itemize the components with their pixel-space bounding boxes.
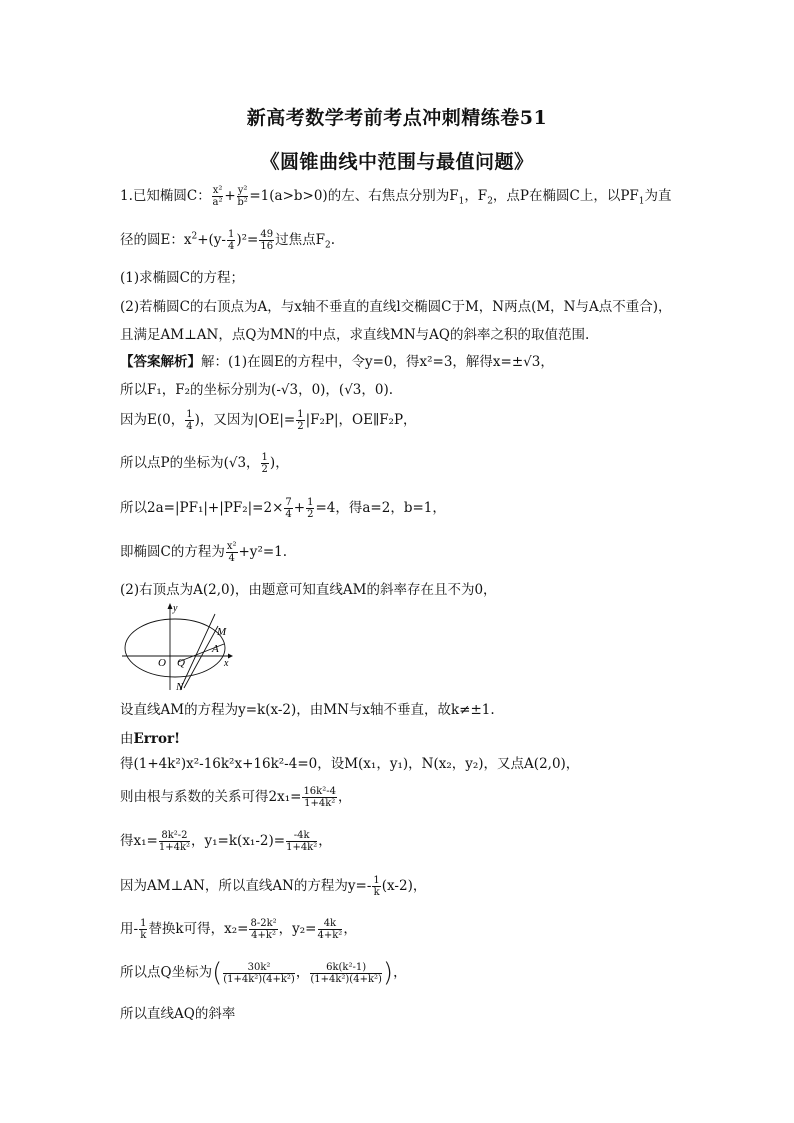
label-n: N (176, 681, 184, 693)
y-axis-arrow (168, 603, 173, 609)
solution-line-15: 所以点Q坐标为( $\frac{\text{30k²}}{\text{(1+4k²)(4+k²)}}$ ， $\frac{\text{6k(k²-1)}}{\text{(1+4k²)(4+k²)}}$ )， (120, 958, 407, 988)
fraction-y2-b2: $\frac{\text{y²}}{\text{b²}}$ (237, 185, 248, 208)
ellipse-figure (118, 600, 243, 695)
label-a: A (212, 643, 219, 655)
solution-line-2: 所以F₁，F₂的坐标分别为(-√3，0)，(√3，0). (120, 382, 394, 398)
solution-line-14: 用- $\frac{1}{k}$ 替换k可得，x₂= $\frac{\text{8-2k²}}{\text{4+k²}}$ ，y₂= $\frac{4k}{\text{4+k²}}$ ， (120, 918, 357, 941)
label-y: y (173, 603, 178, 614)
solution-line-11: 则由根与系数的关系可得2x₁= $\frac{\text{16k²-4}}{\text{1+4k²}}$ ， (120, 786, 352, 809)
x-axis-arrow (228, 654, 233, 659)
solution-line-5: 所以2a=|PF₁|+|PF₂|=2× $\frac{7}{4}$ + $\frac{1}{2}$ =4，得a=2，b=1， (120, 497, 446, 520)
solution-line-13: 因为AM⊥AN，所以直线AN的方程为y=- $\frac{1}{k}$ (x-2)， (120, 875, 427, 898)
solution-line-8: 设直线AM的方程为y=k(x-2)，由MN与x轴不垂直，故k≠±1. (120, 702, 495, 718)
solution-line-4: 所以点P的坐标为(√3， $\frac{1}{2}$ )， (120, 452, 289, 475)
solution-line-3: 因为E(0， $\frac{1}{4}$ )，又因为|OE|= $\frac{1}{2}$ |F₂P|，OE∥F₂P， (120, 409, 417, 432)
label-o: O (158, 657, 166, 669)
question-2-line-1: (2)若椭圆C的右顶点为A，与x轴不垂直的直线l交椭圆C于M，N两点(M，N与A点不重合)， (120, 299, 672, 315)
fraction-1-4: $\frac{1}{4}$ (227, 229, 235, 252)
label-m: M (217, 626, 227, 638)
solution-line-1: 【答案解析】解：(1)在圆E的方程中，令y=0，得x²=3，解得x=±√3， (120, 354, 554, 370)
solution-line-16: 所以直线AQ的斜率 (120, 1006, 236, 1022)
answer-label: 【答案解析】 (120, 354, 201, 370)
fraction-x2-a2: $\frac{\text{x²}}{\text{a²}}$ (212, 185, 223, 208)
solution-line-9: 由Error! (120, 731, 181, 747)
solution-line-6: 即椭圆C的方程为 $\frac{\text{x²}}{4}$ +y²=1. (120, 541, 288, 564)
line-mn (184, 626, 218, 688)
page-subtitle: 《圆锥曲线中范围与最值问题》 (260, 151, 534, 173)
line-am (180, 614, 215, 690)
error-marker: Error! (133, 731, 181, 747)
problem-line-1: 1.已知椭圆C： $\frac{\text{x²}}{\text{a²}}$ + $\frac{\text{y²}}{\text{b²}}$ =1(a>b>0)的左、右焦点分别为$F_1$，$F_2$，点P在椭圆C上，以$PF_1$为直 (120, 185, 672, 208)
label-x: x (224, 658, 229, 669)
fraction-49-16: $\frac{49}{16}$ (260, 229, 274, 252)
solution-line-7: (2)右顶点为A(2,0)，由题意可知直线AM的斜率存在且不为0， (120, 582, 497, 598)
ellipse-c (125, 619, 225, 677)
question-1: (1)求椭圆C的方程； (120, 270, 244, 286)
label-q: Q (177, 657, 185, 669)
solution-line-10: 得(1+4k²)x²-16k²x+16k²-4=0，设M(x₁，y₁)，N(x₂，y₂)，又点A(2,0)， (120, 756, 580, 772)
solution-line-12: 得x₁= $\frac{\text{8k²-2}}{\text{1+4k²}}$ ，y₁=k(x₁-2)= $\frac{-4k}{\text{1+4k²}}$ ， (120, 830, 332, 853)
problem-line-2: 径的圆E：$x^2+(y-$ $\frac{1}{4}$ )²= $\frac{49}{16}$ 过焦点$F_2$. (120, 229, 335, 252)
question-2-line-2: 且满足AM⊥AN，点Q为MN的中点，求直线MN与AQ的斜率之积的取值范围. (120, 327, 590, 343)
page-title: 新高考数学考前考点冲刺精练卷51 (246, 107, 548, 129)
